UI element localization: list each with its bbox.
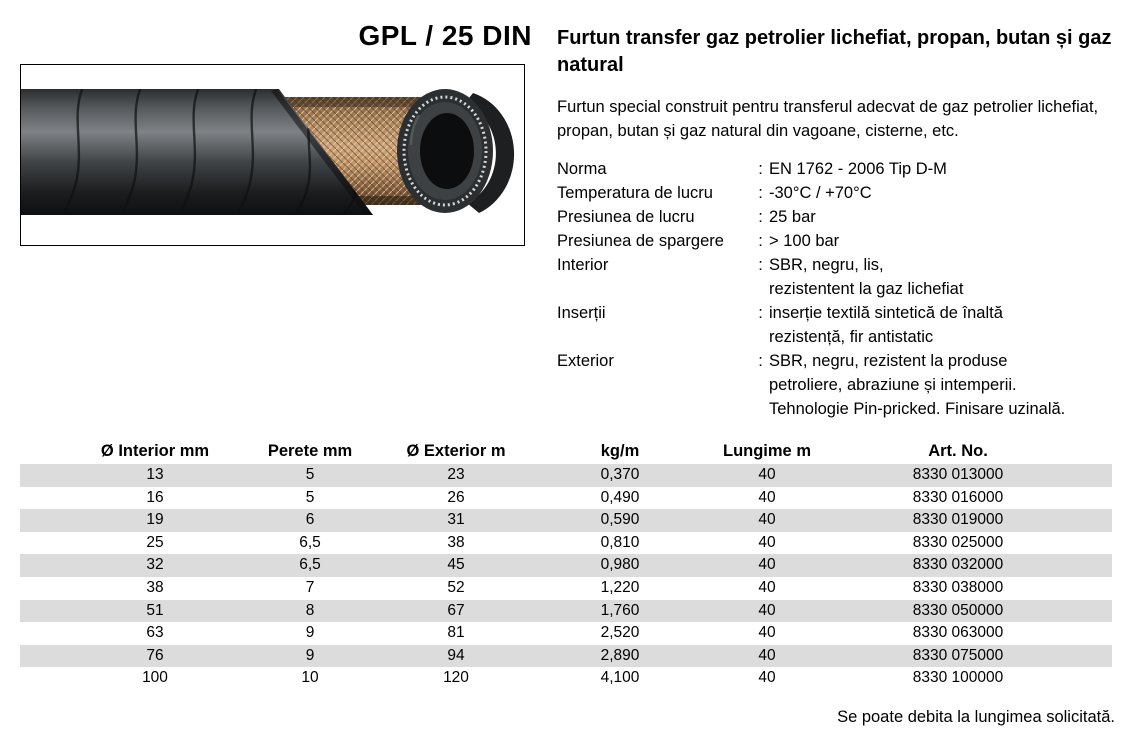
table-cell: 94 (447, 646, 465, 664)
table-cell: 40 (758, 578, 776, 596)
spec-value-line: SBR, negru, lis, (769, 256, 884, 274)
table-cell: 1,760 (600, 601, 640, 619)
table-row (20, 554, 1112, 577)
table-row (20, 577, 1112, 600)
table-cell: 10 (301, 669, 319, 687)
table-cell: 6,5 (299, 533, 321, 551)
spec-label: Presiunea de spargere (557, 232, 724, 250)
table-cell: 40 (758, 488, 776, 506)
spec-row-interior (557, 253, 1123, 301)
table-cell: 40 (758, 533, 776, 551)
table-cell: 0,810 (600, 533, 640, 551)
spec-value-line: > 100 bar (769, 232, 840, 250)
table-cell: 51 (146, 601, 164, 619)
table-cell: 4,100 (600, 669, 640, 687)
table-cell: 9 (305, 646, 315, 664)
table-row (20, 532, 1112, 555)
table-cell: 5 (305, 488, 315, 506)
spec-label: Exterior (557, 352, 614, 370)
spec-row-presiune-spargere (557, 229, 1123, 253)
table-cell: 40 (758, 669, 776, 687)
table-cell: 38 (447, 533, 465, 551)
table-cell: 16 (146, 488, 164, 506)
table-cell: 8330 016000 (912, 488, 1004, 506)
spec-value (769, 253, 1123, 301)
table-cell: 8 (305, 601, 315, 619)
table-cell: 5 (305, 466, 315, 483)
column-header-interior: Ø Interior mm (100, 442, 210, 460)
spec-value-line: petroliere, abraziune și intemperii. (769, 376, 1017, 394)
table-cell: 40 (758, 624, 776, 642)
spec-label: Interior (557, 256, 609, 274)
table-cell: 67 (447, 601, 465, 619)
table-cell: 0,370 (600, 466, 640, 483)
page-title: GPL / 25 DIN (358, 20, 532, 51)
table-cell: 7 (305, 578, 315, 596)
spec-colon: : (758, 304, 763, 322)
table-cell: 8330 032000 (912, 556, 1004, 574)
table-cell: 76 (146, 646, 164, 664)
table-cell: 23 (447, 466, 465, 483)
spec-value (769, 181, 1123, 205)
spec-colon: : (758, 232, 763, 250)
size-table (20, 438, 1112, 690)
spec-value-line: Tehnologie Pin-pricked. Finisare uzinală. (769, 400, 1066, 418)
table-cell: 8330 025000 (912, 533, 1004, 551)
table-body (20, 464, 1112, 690)
table-cell: 25 (146, 533, 164, 551)
table-cell: 26 (447, 488, 465, 506)
footer-note: Se poate debita la lungimea solicitată. (837, 708, 1115, 726)
table-cell: 8330 075000 (912, 646, 1004, 664)
table-cell: 40 (758, 466, 776, 483)
spec-row-presiune-lucru (557, 205, 1123, 229)
table-cell: 32 (146, 556, 164, 574)
spec-value (769, 349, 1123, 421)
spec-value (769, 229, 1123, 253)
table-cell: 8330 038000 (912, 578, 1004, 596)
table-cell: 40 (758, 556, 776, 574)
spec-value (769, 205, 1123, 229)
spec-colon: : (758, 208, 763, 226)
product-description: Furtun special construit pentru transferul adecvat de gaz petrolier lichefiat, propan, butan și gaz natural din vagoane, cisterne, etc. (557, 98, 1099, 140)
table-cell: 81 (447, 624, 465, 642)
table-cell: 9 (305, 624, 315, 642)
table-cell: 0,490 (600, 488, 640, 506)
table-cell: 6 (305, 511, 315, 529)
spec-row-insertii (557, 301, 1123, 349)
spec-label: Inserții (557, 304, 606, 322)
table-row (20, 667, 1112, 690)
table-cell: 19 (146, 511, 164, 529)
spec-colon: : (758, 256, 763, 274)
column-header-lungime: Lungime m (722, 442, 811, 460)
table-row (20, 600, 1112, 623)
table-cell: 1,220 (600, 578, 640, 596)
spec-value (769, 157, 1123, 181)
spec-label: Temperatura de lucru (557, 184, 713, 202)
spec-colon: : (758, 160, 763, 178)
spec-colon: : (758, 184, 763, 202)
spec-value-line: 25 bar (769, 208, 816, 226)
column-header-artno: Art. No. (928, 442, 988, 460)
hose-end-face (397, 89, 514, 213)
spec-label: Presiunea de lucru (557, 208, 695, 226)
table-cell: 0,980 (600, 556, 640, 574)
table-cell: 38 (146, 578, 164, 596)
table-cell: 8330 019000 (912, 511, 1004, 529)
hose-photo (21, 65, 524, 245)
product-info (557, 25, 1123, 421)
product-photo-frame (20, 64, 525, 246)
table-row (20, 622, 1112, 645)
table-cell: 2,520 (600, 624, 640, 642)
table-row (20, 509, 1112, 532)
table-row (20, 645, 1112, 668)
column-header-kgm: kg/m (600, 442, 640, 460)
table-cell: 2,890 (600, 646, 640, 664)
table-cell: 100 (142, 669, 168, 687)
column-header-exterior: Ø Exterior m (406, 442, 506, 460)
table-cell: 63 (146, 624, 164, 642)
table-cell: 45 (447, 556, 465, 574)
table-cell: 8330 100000 (912, 669, 1004, 687)
spec-row-temperatura (557, 181, 1123, 205)
table-cell: 120 (443, 669, 469, 687)
spec-list (557, 157, 1123, 421)
table-cell: 40 (758, 646, 776, 664)
spec-value-line: SBR, negru, rezistent la produse (769, 352, 1008, 370)
table-cell: 8330 013000 (912, 466, 1004, 483)
table-cell: 0,590 (600, 511, 640, 529)
spec-value-line: rezistentent la gaz lichefiat (769, 280, 964, 298)
spec-label: Norma (557, 160, 607, 178)
table-row (20, 464, 1112, 487)
table-cell: 31 (447, 511, 465, 529)
spec-row-norma (557, 157, 1123, 181)
spec-colon: : (758, 352, 763, 370)
spec-row-exterior (557, 349, 1123, 421)
spec-value-line: rezistență, fir antistatic (769, 328, 934, 346)
table-cell: 8330 050000 (912, 601, 1004, 619)
table-cell: 13 (146, 466, 164, 483)
table-cell: 40 (758, 601, 776, 619)
table-cell: 40 (758, 511, 776, 529)
spec-value-line: inserție textilă sintetică de înaltă (769, 304, 1003, 322)
table-cell: 52 (447, 578, 465, 596)
table-row (20, 487, 1112, 510)
table-cell: 8330 063000 (912, 624, 1004, 642)
spec-value-line: EN 1762 - 2006 Tip D-M (769, 160, 947, 178)
spec-value (769, 301, 1123, 349)
spec-value-line: -30°C / +70°C (769, 184, 872, 202)
column-header-perete: Perete mm (267, 442, 353, 460)
product-heading: Furtun transfer gaz petrolier lichefiat, propan, butan și gaz natural (557, 27, 1112, 76)
table-cell: 6,5 (299, 556, 321, 574)
table-header-row (20, 438, 1112, 464)
